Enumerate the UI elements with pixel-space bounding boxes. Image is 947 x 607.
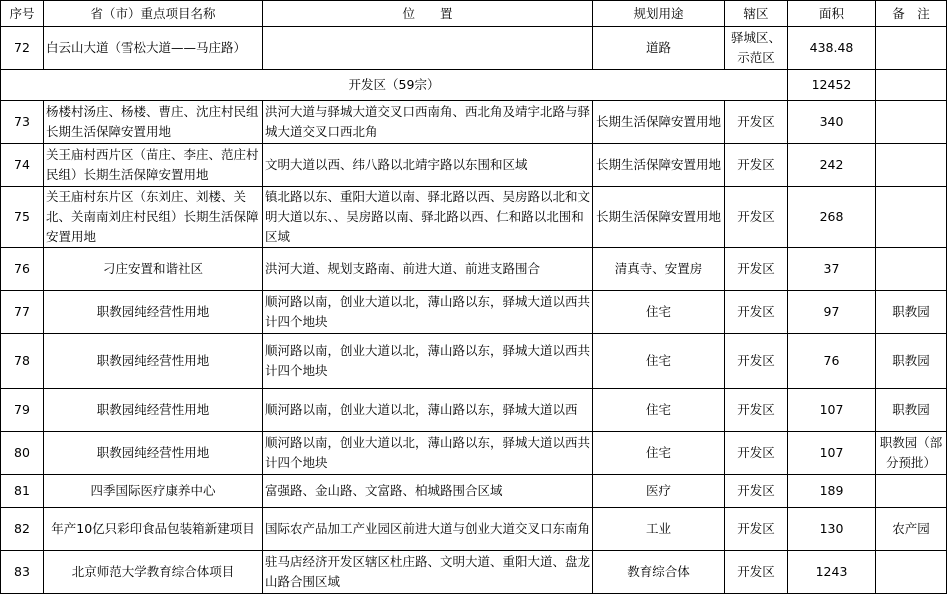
cell-remark: 职教园: [876, 334, 947, 389]
cell-no: 79: [1, 389, 44, 432]
cell-no: 75: [1, 187, 44, 248]
cell-area: 189: [788, 475, 876, 508]
header-district: 辖区: [725, 1, 788, 27]
cell-usage: 道路: [593, 27, 725, 70]
cell-name: 北京师范大学教育综合体项目: [44, 551, 263, 594]
cell-usage: 住宅: [593, 432, 725, 475]
cell-location: 驻马店经济开发区辖区杜庄路、文明大道、重阳大道、盘龙山路合围区域: [263, 551, 593, 594]
cell-district: 开发区: [725, 291, 788, 334]
cell-area: 340: [788, 101, 876, 144]
cell-no: 78: [1, 334, 44, 389]
cell-no: 73: [1, 101, 44, 144]
cell-area: 37: [788, 248, 876, 291]
header-location: 位 置: [263, 1, 593, 27]
cell-location: 顺河路以南，创业大道以北，薄山路以东，驿城大道以西共计四个地块: [263, 432, 593, 475]
cell-location: 洪河大道、规划支路南、前进大道、前进支路围合: [263, 248, 593, 291]
cell-usage: 住宅: [593, 389, 725, 432]
subtotal-remark: [876, 70, 947, 101]
cell-usage: 住宅: [593, 291, 725, 334]
cell-district: 开发区: [725, 248, 788, 291]
cell-location: 顺河路以南，创业大道以北，薄山路以东，驿城大道以西: [263, 389, 593, 432]
header-name: 省（市）重点项目名称: [44, 1, 263, 27]
table-row: [1, 27, 947, 70]
cell-no: 77: [1, 291, 44, 334]
cell-area: 130: [788, 508, 876, 551]
table-row: [1, 432, 947, 475]
cell-usage: 长期生活保障安置用地: [593, 144, 725, 187]
cell-name: 四季国际医疗康养中心: [44, 475, 263, 508]
cell-name: 刁庄安置和谐社区: [44, 248, 263, 291]
cell-district: 驿城区、示范区: [725, 27, 788, 70]
subtotal-area: 12452: [788, 70, 876, 101]
cell-no: 74: [1, 144, 44, 187]
cell-no: 81: [1, 475, 44, 508]
cell-name: 年产10亿只彩印食品包装箱新建项目: [44, 508, 263, 551]
cell-district: 开发区: [725, 101, 788, 144]
cell-remark: 职教园: [876, 389, 947, 432]
header-row: [1, 1, 947, 27]
cell-no: 82: [1, 508, 44, 551]
table-row: [1, 475, 947, 508]
cell-usage: 长期生活保障安置用地: [593, 187, 725, 248]
table-row: [1, 291, 947, 334]
cell-no: 76: [1, 248, 44, 291]
cell-district: 开发区: [725, 508, 788, 551]
cell-remark: [876, 187, 947, 248]
cell-usage: 住宅: [593, 334, 725, 389]
cell-location: [263, 27, 593, 70]
cell-usage: 清真寺、安置房: [593, 248, 725, 291]
cell-name: 杨楼村汤庄、杨楼、曹庄、沈庄村民组长期生活保障安置用地: [44, 101, 263, 144]
cell-location: 顺河路以南，创业大道以北，薄山路以东，驿城大道以西共计四个地块: [263, 291, 593, 334]
cell-remark: [876, 27, 947, 70]
cell-district: 开发区: [725, 144, 788, 187]
cell-no: 72: [1, 27, 44, 70]
cell-name: 职教园纯经营性用地: [44, 334, 263, 389]
cell-location: 富强路、金山路、文富路、柏城路围合区域: [263, 475, 593, 508]
cell-no: 80: [1, 432, 44, 475]
cell-area: 268: [788, 187, 876, 248]
cell-remark: 农产园: [876, 508, 947, 551]
header-area: 面积: [788, 1, 876, 27]
table-row: [1, 508, 947, 551]
cell-area: 76: [788, 334, 876, 389]
cell-name: 白云山大道（雪松大道——马庄路）: [44, 27, 263, 70]
cell-remark: [876, 475, 947, 508]
cell-usage: 医疗: [593, 475, 725, 508]
cell-location: 国际农产品加工产业园区前进大道与创业大道交叉口东南角: [263, 508, 593, 551]
table-row: [1, 334, 947, 389]
cell-area: 107: [788, 432, 876, 475]
cell-no: 83: [1, 551, 44, 594]
cell-area: 97: [788, 291, 876, 334]
cell-usage: 工业: [593, 508, 725, 551]
cell-district: 开发区: [725, 389, 788, 432]
table-row: [1, 551, 947, 594]
table-row: [1, 187, 947, 248]
cell-name: 职教园纯经营性用地: [44, 291, 263, 334]
cell-district: 开发区: [725, 187, 788, 248]
cell-area: 438.48: [788, 27, 876, 70]
header-remark: 备 注: [876, 1, 947, 27]
cell-location: 洪河大道与驿城大道交叉口西南角、西北角及靖宇北路与驿城大道交叉口西北角: [263, 101, 593, 144]
cell-location: 镇北路以东、重阳大道以南、驿北路以西、吴房路以北和文明大道以东、、吴房路以南、驿北路以西、仁和路以北围和区域: [263, 187, 593, 248]
cell-remark: [876, 551, 947, 594]
cell-remark: [876, 101, 947, 144]
cell-remark: [876, 144, 947, 187]
cell-district: 开发区: [725, 334, 788, 389]
cell-remark: 职教园: [876, 291, 947, 334]
table-row: [1, 389, 947, 432]
table-row: [1, 248, 947, 291]
table-row: [1, 101, 947, 144]
cell-location: 顺河路以南，创业大道以北，薄山路以东，驿城大道以西共计四个地块: [263, 334, 593, 389]
subtotal-row: [1, 70, 947, 101]
cell-district: 开发区: [725, 432, 788, 475]
cell-area: 242: [788, 144, 876, 187]
cell-district: 开发区: [725, 475, 788, 508]
cell-usage: 教育综合体: [593, 551, 725, 594]
table-row: [1, 144, 947, 187]
cell-name: 职教园纯经营性用地: [44, 389, 263, 432]
header-usage: 规划用途: [593, 1, 725, 27]
cell-name: 关王庙村东片区（东刘庄、刘楼、关北、关南南刘庄村民组）长期生活保障安置用地: [44, 187, 263, 248]
cell-name: 关王庙村西片区（苗庄、李庄、范庄村民组）长期生活保障安置用地: [44, 144, 263, 187]
cell-location: 文明大道以西、纬八路以北靖宇路以东围和区域: [263, 144, 593, 187]
cell-area: 1243: [788, 551, 876, 594]
header-no: 序号: [1, 1, 44, 27]
cell-district: 开发区: [725, 551, 788, 594]
cell-name: 职教园纯经营性用地: [44, 432, 263, 475]
cell-remark: 职教园（部分预批）: [876, 432, 947, 475]
cell-usage: 长期生活保障安置用地: [593, 101, 725, 144]
cell-remark: [876, 248, 947, 291]
cell-area: 107: [788, 389, 876, 432]
subtotal-label: 开发区（59宗）: [1, 70, 788, 101]
